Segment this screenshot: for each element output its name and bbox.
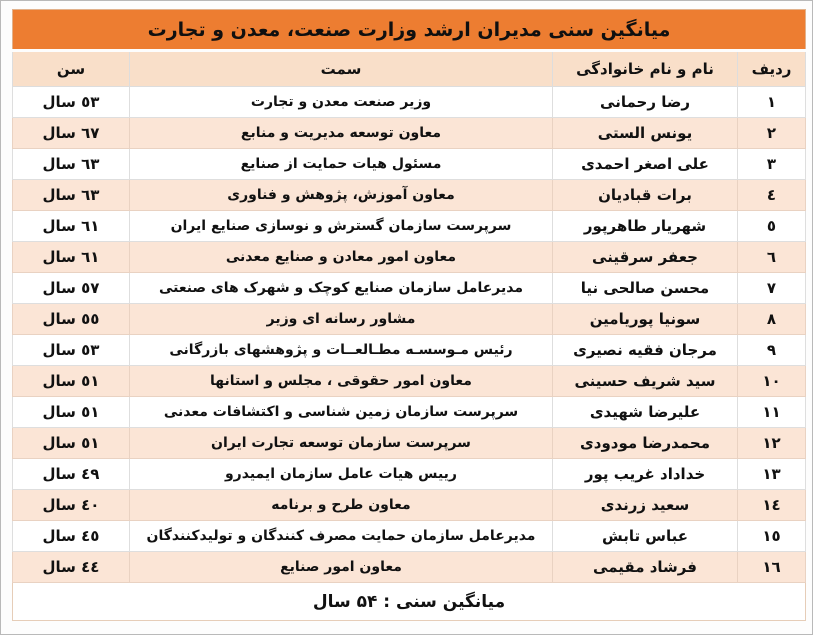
name-cell: محسن صالحی نیا — [553, 273, 738, 304]
age-cell: ٤٥ سال — [12, 521, 129, 552]
table-footer-row — [12, 583, 805, 621]
row-number-cell: ١١ — [738, 397, 806, 428]
table-title: میانگین سنی مدیران ارشد وزارت صنعت، معدن و تجارت — [12, 10, 805, 51]
table-row — [12, 335, 805, 366]
table-row — [12, 118, 805, 149]
table-row — [12, 87, 805, 118]
age-cell: ٦١ سال — [12, 211, 129, 242]
position-cell: مدیرعامل سازمان حمایت مصرف کنندگان و تولیدکنندگان — [130, 521, 553, 552]
table-row — [12, 149, 805, 180]
table-row — [12, 459, 805, 490]
name-cell: برات قبادیان — [553, 180, 738, 211]
position-cell: معاون توسعه مدیریت و منابع — [130, 118, 553, 149]
name-cell: خداداد غریب پور — [553, 459, 738, 490]
table-row — [12, 211, 805, 242]
row-number-cell: ٧ — [738, 273, 806, 304]
table-row — [12, 366, 805, 397]
name-cell: عباس تابش — [553, 521, 738, 552]
row-number-cell: ٦ — [738, 242, 806, 273]
table-row — [12, 273, 805, 304]
position-cell: معاون امور حقوقی ، مجلس و استانها — [130, 366, 553, 397]
column-header-row-number: ردیف — [738, 51, 806, 87]
row-number-cell: ١٥ — [738, 521, 806, 552]
position-cell: معاون امور معادن و صنایع معدنی — [130, 242, 553, 273]
column-header-name: نام و نام خانوادگی — [553, 51, 738, 87]
table-row — [12, 397, 805, 428]
name-cell: یونس الستی — [553, 118, 738, 149]
position-cell: وزیر صنعت معدن و تجارت — [130, 87, 553, 118]
table-header-row — [12, 51, 805, 87]
row-number-cell: ١٤ — [738, 490, 806, 521]
name-cell: سید شریف حسینی — [553, 366, 738, 397]
table-row — [12, 180, 805, 211]
name-cell: فرشاد مقیمی — [553, 552, 738, 583]
position-cell: مسئول هیات حمایت از صنایع — [130, 149, 553, 180]
table-row — [12, 242, 805, 273]
age-cell: ٤٩ سال — [12, 459, 129, 490]
position-cell: رئیس مـوسسـه مطـالعــات و پژوهشهای بازرگانی — [130, 335, 553, 366]
table-row — [12, 521, 805, 552]
name-cell: محمدرضا مودودی — [553, 428, 738, 459]
name-cell: سعید زرندی — [553, 490, 738, 521]
row-number-cell: ٣ — [738, 149, 806, 180]
age-cell: ٤٠ سال — [12, 490, 129, 521]
table-row — [12, 304, 805, 335]
age-cell: ٥١ سال — [12, 366, 129, 397]
row-number-cell: ١٠ — [738, 366, 806, 397]
table-row — [12, 490, 805, 521]
row-number-cell: ٩ — [738, 335, 806, 366]
name-cell: رضا رحمانی — [553, 87, 738, 118]
age-table — [12, 9, 806, 621]
position-cell: معاون امور صنایع — [130, 552, 553, 583]
table-row — [12, 428, 805, 459]
age-cell: ٥١ سال — [12, 428, 129, 459]
column-header-age: سن — [12, 51, 129, 87]
age-cell: ٤٤ سال — [12, 552, 129, 583]
age-cell: ٦٣ سال — [12, 149, 129, 180]
name-cell: سونیا پوریامین — [553, 304, 738, 335]
table-title-bar — [12, 10, 805, 51]
age-cell: ٥٣ سال — [12, 87, 129, 118]
position-cell: سرپرست سازمان گسترش و نوسازی صنایع ایران — [130, 211, 553, 242]
name-cell: جعفر سرقینی — [553, 242, 738, 273]
column-header-position: سمت — [130, 51, 553, 87]
row-number-cell: ١ — [738, 87, 806, 118]
position-cell: سرپرست سازمان توسعه تجارت ایران — [130, 428, 553, 459]
position-cell: رییس هیات عامل سازمان ایمیدرو — [130, 459, 553, 490]
age-cell: ٦١ سال — [12, 242, 129, 273]
average-age-footer: میانگین سنی : ۵۴ سال — [12, 583, 805, 621]
position-cell: مشاور رسانه ای وزیر — [130, 304, 553, 335]
position-cell: معاون طرح و برنامه — [130, 490, 553, 521]
age-cell: ٦٧ سال — [12, 118, 129, 149]
position-cell: معاون آموزش، پژوهش و فناوری — [130, 180, 553, 211]
position-cell: سرپرست سازمان زمین شناسی و اکتشافات معدنی — [130, 397, 553, 428]
name-cell: علیرضا شهیدی — [553, 397, 738, 428]
age-cell: ٦٣ سال — [12, 180, 129, 211]
age-cell: ٥٥ سال — [12, 304, 129, 335]
name-cell: شهریار طاهرپور — [553, 211, 738, 242]
age-cell: ٥١ سال — [12, 397, 129, 428]
name-cell: علی اصغر احمدی — [553, 149, 738, 180]
name-cell: مرجان فقیه نصیری — [553, 335, 738, 366]
position-cell: مدیرعامل سازمان صنایع کوچک و شهرک های صنعتی — [130, 273, 553, 304]
table-row — [12, 552, 805, 583]
row-number-cell: ١٦ — [738, 552, 806, 583]
row-number-cell: ١٢ — [738, 428, 806, 459]
row-number-cell: ٢ — [738, 118, 806, 149]
row-number-cell: ١٣ — [738, 459, 806, 490]
row-number-cell: ٨ — [738, 304, 806, 335]
age-cell: ٥٣ سال — [12, 335, 129, 366]
row-number-cell: ٤ — [738, 180, 806, 211]
row-number-cell: ٥ — [738, 211, 806, 242]
age-cell: ٥٧ سال — [12, 273, 129, 304]
